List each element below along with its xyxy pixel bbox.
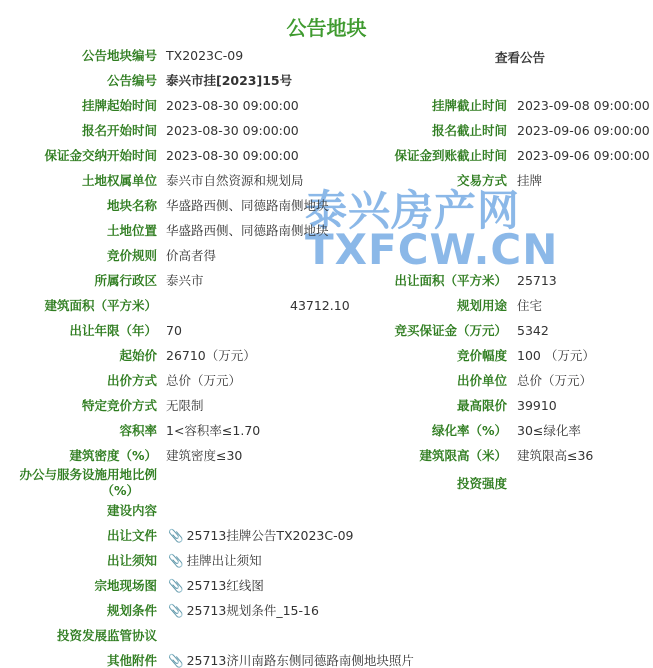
site-map-attachment-link[interactable] — [168, 578, 264, 593]
special-bid-value: 无限制 — [166, 398, 204, 413]
owner-value: 泰兴市自然资源和规划局 — [166, 173, 304, 188]
height-value: 建筑限高≤36 — [517, 448, 594, 463]
plot-no-label: 公告地块编号 — [81, 48, 157, 63]
notice-label: 出让须知 — [106, 553, 157, 568]
notice-no-value: 泰兴市挂[2023]15号 — [166, 73, 293, 88]
signup-end-value: 2023-09-06 09:00:00 — [517, 123, 650, 138]
paperclip-icon: 📎 — [168, 528, 184, 543]
special-bid-label: 特定竞价方式 — [81, 398, 157, 413]
term-label: 出让年限（年） — [69, 323, 157, 338]
other-attachment-name[interactable]: 25713济川南路东侧同德路南侧地块照片 — [186, 653, 414, 668]
term-value: 70 — [166, 323, 182, 338]
plan-cond-attachment-name[interactable]: 25713规划条件_15-16 — [186, 603, 319, 618]
increment-value: 100 （万元） — [517, 348, 595, 363]
office-ratio-label: 办公与服务设施用地比例 — [19, 467, 157, 482]
page-title: 公告地块 — [286, 16, 367, 40]
green-value: 30≤绿化率 — [517, 423, 581, 438]
height-label: 建筑限高（米） — [419, 448, 507, 463]
planning-use-label: 规划用途 — [456, 298, 507, 313]
owner-label: 土地权属单位 — [81, 173, 157, 188]
plot-name-value: 华盛路西侧、同德路南侧地块 — [166, 198, 329, 213]
signup-start-value: 2023-08-30 09:00:00 — [166, 123, 299, 138]
paperclip-icon: 📎 — [168, 603, 184, 618]
transfer-area-label: 出让面积（平方米） — [394, 273, 507, 288]
bid-mode-label: 出价方式 — [106, 373, 157, 388]
plot-name-label: 地块名称 — [106, 198, 157, 213]
listing-start-value: 2023-08-30 09:00:00 — [166, 98, 299, 113]
notice-attachment-name[interactable]: 挂牌出让须知 — [186, 553, 262, 568]
doc-label: 出让文件 — [106, 528, 157, 543]
site-map-attachment-name[interactable]: 25713红线图 — [186, 578, 264, 593]
green-label: 绿化率（%） — [431, 423, 507, 438]
start-price-label: 起始价 — [119, 348, 157, 363]
site-map-label: 宗地现场图 — [94, 578, 157, 593]
location-value: 华盛路西侧、同德路南侧地块 — [166, 223, 329, 238]
listing-end-label: 挂牌截止时间 — [431, 98, 507, 113]
other-attachment-link[interactable] — [168, 653, 414, 668]
plan-cond-label: 规划条件 — [106, 603, 157, 618]
bid-deposit-label: 竞买保证金（万元） — [394, 323, 507, 338]
trade-mode-label: 交易方式 — [456, 173, 507, 188]
max-price-label: 最高限价 — [456, 398, 507, 413]
location-label: 土地位置 — [106, 223, 157, 238]
bid-unit-label: 出价单位 — [456, 373, 507, 388]
district-value: 泰兴市 — [166, 273, 204, 288]
far-value: 1<容积率≤1.70 — [166, 423, 261, 438]
other-label: 其他附件 — [106, 653, 157, 668]
trade-mode-value: 挂牌 — [517, 173, 543, 188]
doc-attachment-name[interactable]: 25713挂牌公告TX2023C-09 — [186, 528, 354, 543]
bid-mode-value: 总价（万元） — [166, 373, 242, 388]
notice-no-label: 公告编号 — [106, 73, 157, 88]
plot-no-value: TX2023C-09 — [166, 48, 244, 63]
building-area-value: 43712.10 — [290, 298, 350, 313]
watermark-line-1: 泰兴房产网 — [305, 186, 521, 235]
start-price-value: 26710（万元） — [166, 348, 256, 363]
building-area-label: 建筑面积（平方米） — [44, 298, 157, 313]
watermark-line-2: TXFCW.CN — [305, 225, 559, 274]
density-label: 建筑密度（%） — [69, 448, 157, 463]
bid-rule-label: 竞价规则 — [106, 248, 157, 263]
max-price-value: 39910 — [517, 398, 557, 413]
deposit-end-value: 2023-09-06 09:00:00 — [517, 148, 650, 163]
density-value: 建筑密度≤30 — [166, 448, 243, 463]
far-label: 容积率 — [119, 423, 157, 438]
deposit-start-value: 2023-08-30 09:00:00 — [166, 148, 299, 163]
paperclip-icon: 📎 — [168, 653, 184, 668]
district-label: 所属行政区 — [94, 273, 157, 288]
bid-unit-value: 总价（万元） — [517, 373, 593, 388]
paperclip-icon: 📎 — [168, 553, 184, 568]
increment-label: 竞价幅度 — [456, 348, 507, 363]
deposit-start-label: 保证金交纳开始时间 — [44, 148, 157, 163]
office-ratio-label-unit: （%） — [101, 483, 139, 498]
supervision-label: 投资发展监管协议 — [56, 628, 157, 643]
planning-use-value: 住宅 — [517, 298, 543, 313]
signup-end-label: 报名截止时间 — [431, 123, 507, 138]
deposit-end-label: 保证金到账截止时间 — [394, 148, 507, 163]
transfer-area-value: 25713 — [517, 273, 557, 288]
listing-end-value: 2023-09-08 09:00:00 — [517, 98, 650, 113]
bid-rule-value: 价高者得 — [166, 248, 217, 263]
bid-deposit-value: 5342 — [517, 323, 549, 338]
invest-label: 投资强度 — [456, 476, 507, 491]
doc-attachment-link[interactable] — [168, 528, 354, 543]
plan-cond-attachment-link[interactable] — [168, 603, 319, 618]
content-label: 建设内容 — [106, 503, 157, 518]
paperclip-icon: 📎 — [168, 578, 184, 593]
signup-start-label: 报名开始时间 — [81, 123, 157, 138]
view-notice-link[interactable]: 查看公告 — [495, 50, 546, 65]
notice-attachment-link[interactable] — [168, 553, 262, 568]
listing-start-label: 挂牌起始时间 — [81, 98, 157, 113]
